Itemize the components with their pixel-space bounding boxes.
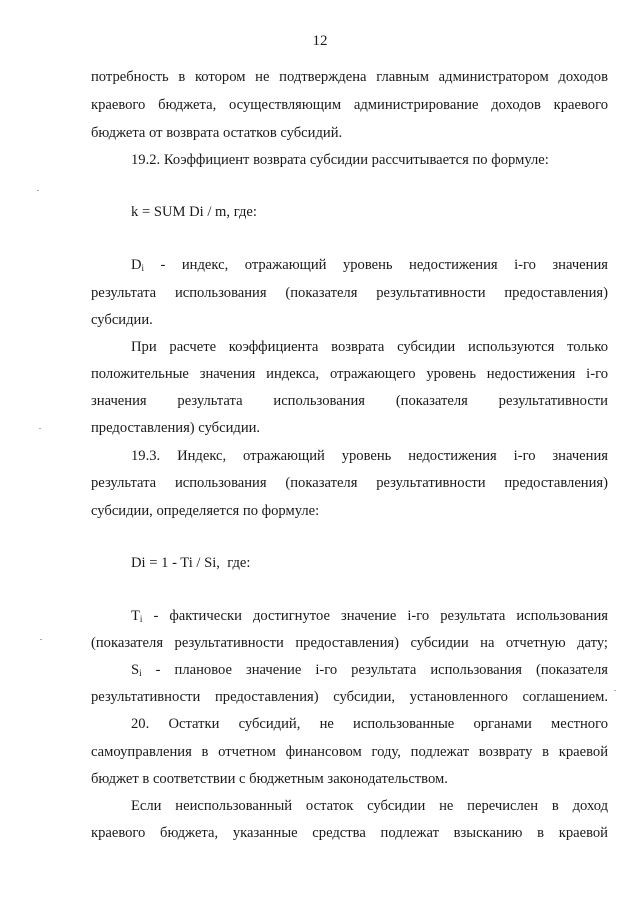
definition-si xyxy=(131,660,608,680)
clause-19-3-heading: 19.3. Индекс, отражающий уровень недостижения i-го значения xyxy=(131,448,608,464)
definition-text: - плановое значение i-го результата использования (показателя xyxy=(141,662,608,678)
symbol-subscript: i xyxy=(139,668,142,678)
formula-k: k = SUM Di / m, где: xyxy=(131,204,257,220)
text-line: бюджет в соответствии с бюджетным законодательством. xyxy=(91,771,448,787)
clause-20-heading: 20. Остатки субсидий, не использованные органами местного xyxy=(131,716,608,732)
text-line: предоставления) субсидии. xyxy=(91,420,261,436)
scan-speck xyxy=(40,639,42,640)
text-line: результативности предоставления) субсидии, установленного соглашением. xyxy=(91,689,608,705)
scan-speck xyxy=(37,190,39,191)
text-line: положительные значения индекса, отражающего уровень недостижения i-го xyxy=(91,366,608,382)
symbol: T xyxy=(131,608,140,624)
text-line: субсидии, определяется по формуле: xyxy=(91,503,320,519)
text-line: потребность в котором не подтверждена главным администратором доходов xyxy=(91,69,608,85)
text-line: значения результата использования (показателя результативности xyxy=(91,393,608,409)
text-line: краевого бюджета, осуществляющим администрирование доходов краевого xyxy=(91,97,608,113)
symbol-subscript: i xyxy=(141,263,145,273)
page-number: 12 xyxy=(312,33,328,49)
scan-speck xyxy=(614,690,616,691)
text-line: самоуправления в отчетном финансовом году, подлежат возврату в краевой xyxy=(91,744,608,760)
definition-text: - индекс, отражающий уровень недостижения i-го значения xyxy=(144,257,608,273)
definition-text: - фактически достигнутое значение i-го результата использования xyxy=(142,608,608,624)
scan-speck xyxy=(39,428,41,429)
symbol: D xyxy=(131,257,142,273)
symbol-subscript: i xyxy=(139,614,143,624)
formula-di: Di = 1 - Ti / Si, где: xyxy=(131,555,251,571)
text-line: При расчете коэффициента возврата субсидии используются только xyxy=(131,339,608,355)
text-line: (показателя результативности предоставления) субсидии на отчетную дату; xyxy=(91,635,608,651)
text-line: Если неиспользованный остаток субсидии не перечислен в доход xyxy=(131,798,608,814)
text-line: краевого бюджета, указанные средства подлежат взысканию в краевой xyxy=(91,825,608,841)
clause-19-2-heading: 19.2. Коэффициент возврата субсидии рассчитывается по формуле: xyxy=(131,152,549,168)
text-line: субсидии. xyxy=(91,312,153,328)
symbol: S xyxy=(131,662,140,678)
definition-di xyxy=(131,255,608,275)
definition-ti xyxy=(131,606,608,626)
text-line: результата использования (показателя результативности предоставления) xyxy=(91,475,608,491)
text-line: результата использования (показателя результативности предоставления) xyxy=(91,285,608,301)
text-line: бюджета от возврата остатков субсидий. xyxy=(91,125,343,141)
